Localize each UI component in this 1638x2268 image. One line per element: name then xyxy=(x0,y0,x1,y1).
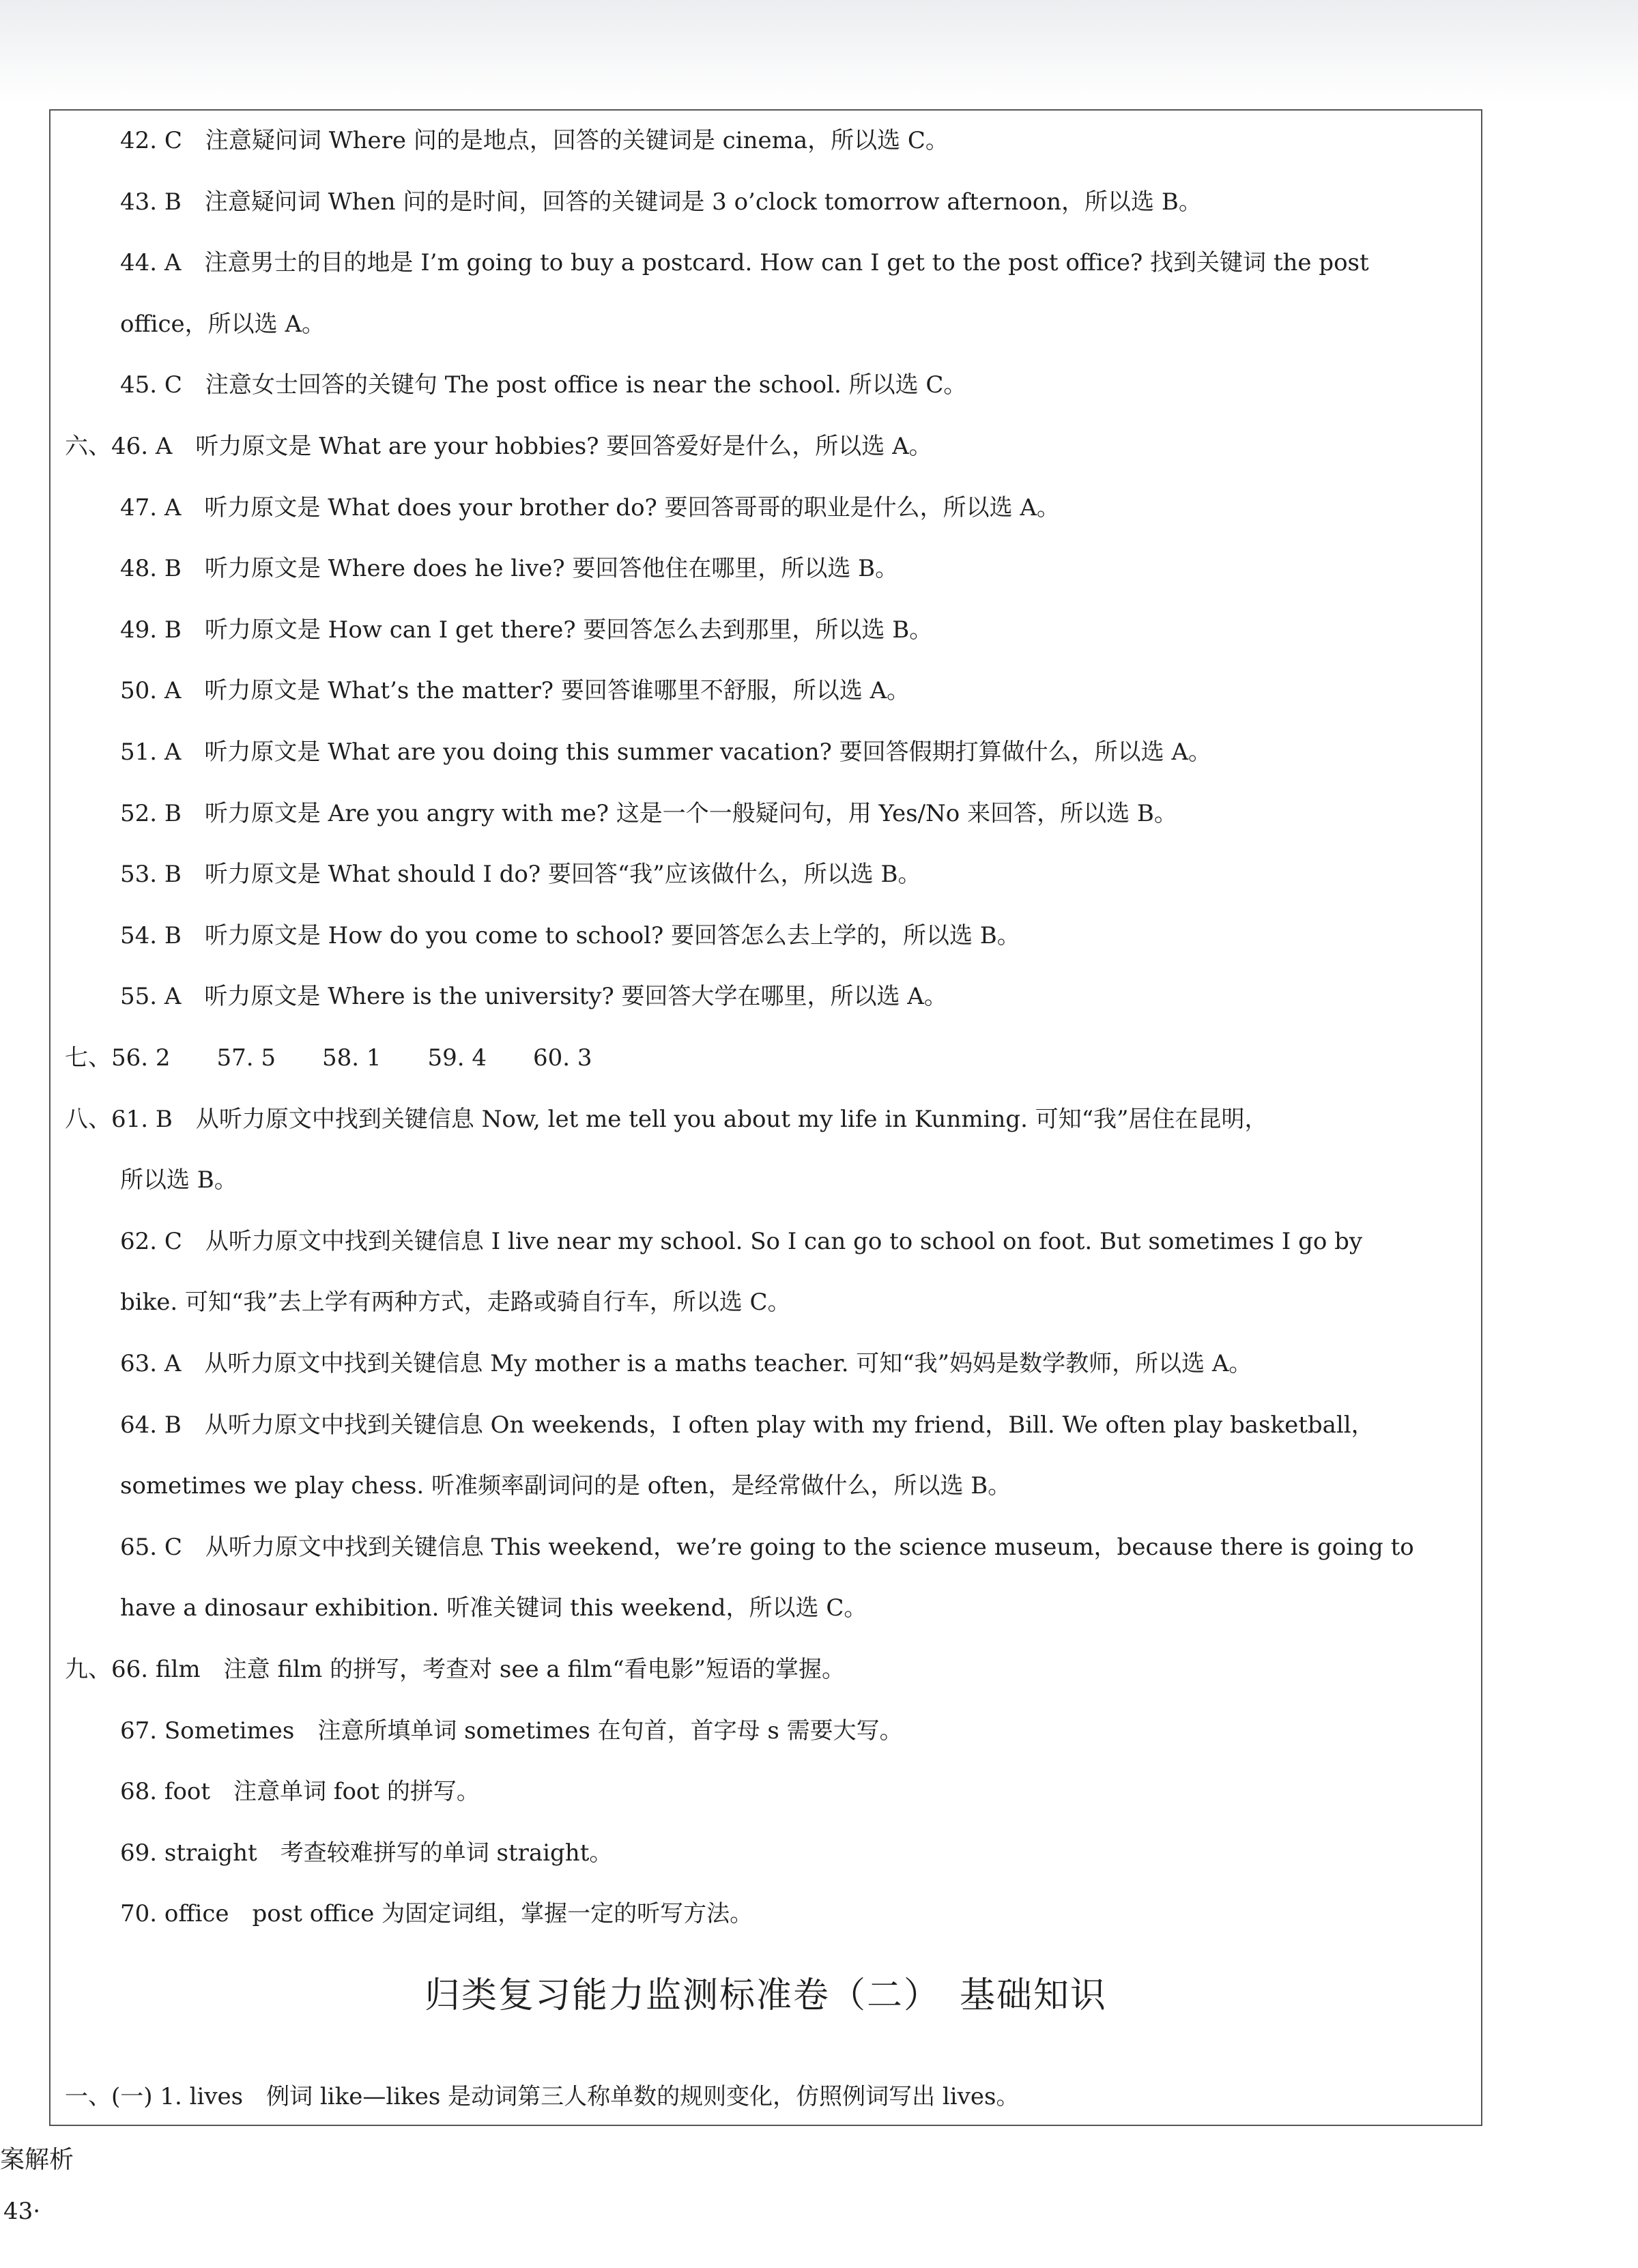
answer-line: have a dinosaur exhibition. 听准关键词 this weekend，所以选 C。 xyxy=(120,1594,867,1622)
answer-line: 48. B 听力原文是 Where does he live? 要回答他住在哪里，所以选 B。 xyxy=(120,555,899,582)
answer-line: office，所以选 A。 xyxy=(120,311,326,338)
answer-line: 42. C 注意疑问词 Where 问的是地点，回答的关键词是 cinema，所以选 C。 xyxy=(120,127,949,154)
answer-line: bike. 可知“我”去上学有两种方式，走路或骑自行车，所以选 C。 xyxy=(120,1289,791,1316)
answer-line: 44. A 注意男士的目的地是 I’m going to buy a postcard. How can I get to the post office? 找到关键词 the post xyxy=(120,249,1369,276)
answer-line: 45. C 注意女士回答的关键句 The post office is near the school. 所以选 C。 xyxy=(120,371,967,399)
answer-line: 九、66. film 注意 film 的拼写，考查对 see a film“看电影”短语的掌握。 xyxy=(65,1656,846,1683)
page-number: 43· xyxy=(3,2198,41,2225)
answer-line: 51. A 听力原文是 What are you doing this summer vacation? 要回答假期打算做什么，所以选 A。 xyxy=(120,738,1212,766)
answer-line: 八、61. B 从听力原文中找到关键信息 Now, let me tell you about my life in Kunming. 可知“我”居住在昆明， xyxy=(65,1106,1268,1133)
answer-line: 47. A 听力原文是 What does your brother do? 要回答哥哥的职业是什么，所以选 A。 xyxy=(120,494,1060,521)
first-answer-line: 一、(一) 1. lives 例词 like—likes 是动词第三人称单数的规则变化，仿照例词写出 lives。 xyxy=(65,2083,1020,2110)
answer-line: 43. B 注意疑问词 When 问的是时间，回答的关键词是 3 o’clock tomorrow afternoon，所以选 B。 xyxy=(120,188,1202,216)
answer-line: 63. A 从听力原文中找到关键信息 My mother is a maths teacher. 可知“我”妈妈是数学教师，所以选 A。 xyxy=(120,1350,1252,1377)
answer-line: 67. Sometimes 注意所填单词 sometimes 在句首，首字母 s 需要大写。 xyxy=(120,1717,903,1745)
scan-shadow xyxy=(0,0,1638,102)
answer-line: 52. B 听力原文是 Are you angry with me? 这是一个一般疑问句，用 Yes/No 来回答，所以选 B。 xyxy=(120,800,1177,827)
section-title: 归类复习能力监测标准卷（二） 基础知识 xyxy=(424,1975,1107,2016)
answer-line: 50. A 听力原文是 What’s the matter? 要回答谁哪里不舒服，所以选 A。 xyxy=(120,677,910,704)
answer-line: 53. B 听力原文是 What should I do? 要回答“我”应该做什么，所以选 B。 xyxy=(120,861,921,888)
answer-line: 所以选 B。 xyxy=(120,1166,238,1194)
answer-line: 六、46. A 听力原文是 What are your hobbies? 要回答爱好是什么，所以选 A。 xyxy=(65,433,932,460)
footer-label: 案解析 xyxy=(0,2146,74,2174)
answer-line: 64. B 从听力原文中找到关键信息 On weekends，I often play with my friend，Bill. We often play basketball， xyxy=(120,1411,1375,1439)
answer-line: 70. office post office 为固定词组，掌握一定的听写方法。 xyxy=(120,1900,753,1927)
answer-line: 49. B 听力原文是 How can I get there? 要回答怎么去到那里，所以选 B。 xyxy=(120,616,933,644)
answer-line: 55. A 听力原文是 Where is the university? 要回答大学在哪里，所以选 A。 xyxy=(120,983,947,1010)
answer-line: 69. straight 考查较难拼写的单词 straight。 xyxy=(120,1839,613,1867)
answer-line: 68. foot 注意单词 foot 的拼写。 xyxy=(120,1778,480,1805)
answer-line: sometimes we play chess. 听准频率副词问的是 often，是经常做什么，所以选 B。 xyxy=(120,1472,1011,1499)
answer-line: 七、56. 2 57. 5 58. 1 59. 4 60. 3 xyxy=(65,1044,592,1072)
answer-line: 65. C 从听力原文中找到关键信息 This weekend，we’re going to the science museum，because there is going to xyxy=(120,1534,1414,1561)
answer-line: 54. B 听力原文是 How do you come to school? 要回答怎么去上学的，所以选 B。 xyxy=(120,922,1020,949)
answer-line: 62. C 从听力原文中找到关键信息 I live near my school. So I can go to school on foot. But sometimes I go by xyxy=(120,1228,1363,1255)
